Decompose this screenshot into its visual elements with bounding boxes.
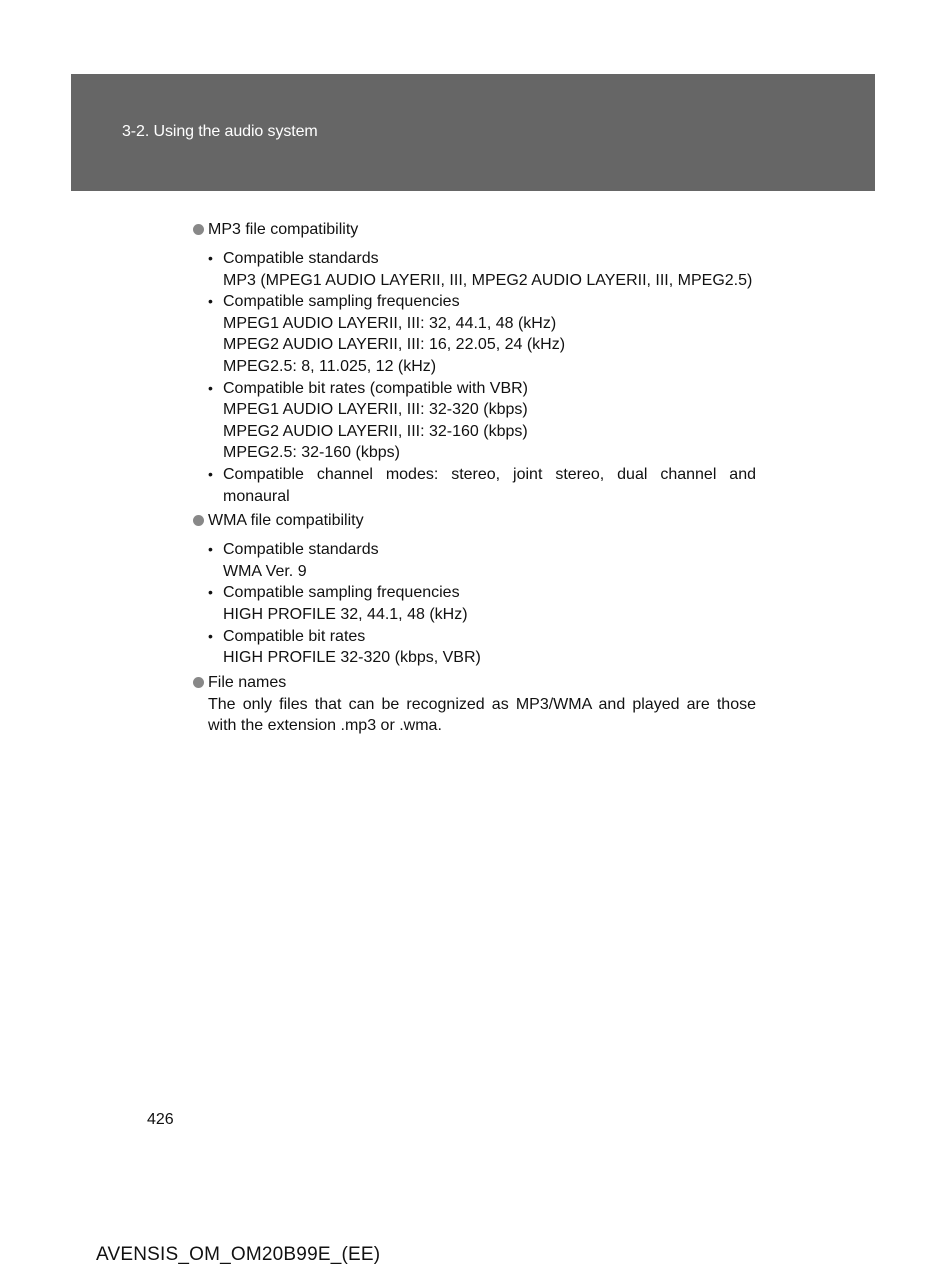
file-names-body: The only files that can be recognized as MP3/WMA and played are those with the extension .mp3 or .wma.: [208, 695, 756, 735]
item-title: Compatible standards: [223, 250, 379, 267]
file-names-heading: [193, 672, 756, 694]
page-number: 426: [147, 1111, 174, 1128]
item-title: Compatible sampling frequencies: [223, 584, 460, 602]
list-item: [193, 539, 756, 582]
bullet-icon: •: [208, 584, 213, 601]
item-line: HIGH PROFILE 32-320 (kbps, VBR): [223, 649, 481, 667]
file-names-section: [193, 672, 756, 737]
item-line: MPEG2.5: 32-160 (kbps): [223, 444, 400, 462]
content: [193, 219, 756, 737]
item-line: MPEG2.5: 8, 11.025, 12 (kHz): [223, 357, 437, 375]
bullet-icon: •: [208, 465, 213, 482]
item-title: Compatible channel modes: stereo, joint stereo, dual channel and monaural: [223, 465, 756, 505]
bullet-icon: •: [208, 250, 213, 266]
item-line: MPEG2 AUDIO LAYERII, III: 16, 22.05, 24 (kHz): [223, 336, 566, 354]
list-item: [193, 626, 756, 669]
item-line: HIGH PROFILE 32, 44.1, 48 (kHz): [223, 605, 468, 623]
list-item: [193, 378, 756, 464]
bullet-icon: •: [208, 379, 213, 396]
bullet-icon: •: [208, 627, 213, 644]
list-item: [193, 291, 756, 377]
mp3-list: [193, 248, 756, 507]
item-line: WMA Ver. 9: [223, 562, 307, 580]
bullet-icon: •: [208, 293, 213, 310]
item-title: Compatible bit rates (compatible with VBR): [223, 379, 529, 397]
header-band: [71, 74, 875, 191]
item-title: Compatible bit rates: [223, 627, 366, 645]
item-title: Compatible sampling frequencies: [223, 293, 460, 311]
list-item: [193, 582, 756, 625]
item-line: MP3 (MPEG1 AUDIO LAYERII, III, MPEG2 AUDIO LAYERII, III, MPEG2.5): [223, 271, 753, 289]
file-names-heading-text: File names: [208, 673, 287, 691]
footer-doc-code: AVENSIS_OM_OM20B99E_(EE): [96, 1244, 381, 1265]
item-line: MPEG1 AUDIO LAYERII, III: 32, 44.1, 48 (kHz): [223, 314, 557, 332]
wma-section: [193, 510, 756, 669]
item-title: Compatible standards: [223, 541, 379, 559]
item-line: MPEG1 AUDIO LAYERII, III: 32-320 (kbps): [223, 401, 528, 419]
bullet-icon: •: [208, 541, 213, 558]
mp3-heading: [193, 219, 756, 241]
list-item: [193, 248, 756, 291]
item-line: MPEG2 AUDIO LAYERII, III: 32-160 (kbps): [223, 422, 528, 440]
bullet-dot-icon: [193, 677, 204, 688]
wma-list: [193, 539, 756, 669]
wma-heading: [193, 510, 756, 532]
wma-heading-text: WMA file compatibility: [208, 512, 364, 530]
list-item: [193, 464, 756, 507]
mp3-heading-text: MP3 file compatibility: [208, 221, 359, 238]
bullet-dot-icon: [193, 224, 204, 235]
section-title: 3-2. Using the audio system: [122, 123, 318, 140]
bullet-dot-icon: [193, 515, 204, 526]
mp3-section: [193, 219, 756, 507]
